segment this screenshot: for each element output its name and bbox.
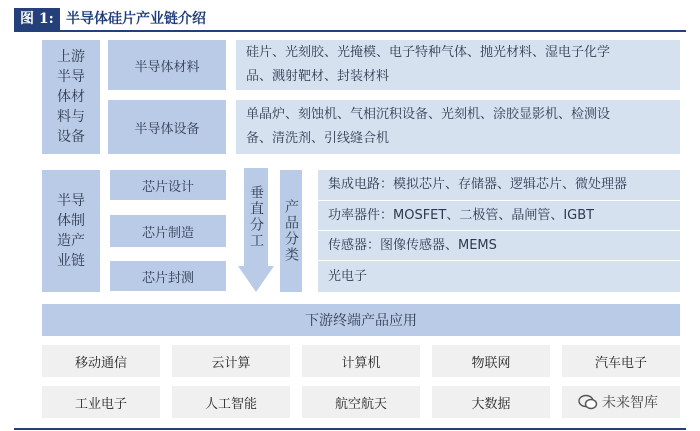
figure-label: 图 1: [14, 8, 60, 30]
midstream-label-line: 体制 [57, 213, 85, 229]
step-chip-packaging-testing: 芯片封测 [110, 261, 226, 291]
upstream-label-line: 设备 [57, 129, 85, 145]
product-integrated-circuits: 集成电路：模拟芯片、存储器、逻辑芯片、微处理器 [318, 170, 680, 200]
app-computer: 计算机 [302, 345, 420, 377]
category-semiconductor-materials: 半导体材料 [108, 40, 226, 90]
equipment-items-line: 备、清洗剂、引线缝合机 [246, 131, 390, 146]
app-big-data: 大数据 [432, 386, 550, 418]
midstream-label-line: 造产 [57, 233, 85, 249]
midstream-label-line: 业链 [57, 253, 85, 269]
upstream-label-line: 体材 [57, 89, 85, 105]
app-cloud-computing: 云计算 [172, 345, 290, 377]
upstream-label [42, 40, 100, 154]
category-semiconductor-equipment: 半导体设备 [108, 100, 226, 154]
product-classification-label: 产品分类 [280, 170, 302, 292]
product-sensors: 传感器：图像传感器、MEMS [318, 231, 680, 260]
app-iot: 物联网 [432, 345, 550, 377]
downstream-banner: 下游终端产品应用 [42, 304, 680, 336]
product-optoelectronics: 光电子 [318, 261, 680, 292]
step-chip-manufacturing: 芯片制造 [110, 215, 226, 247]
watermark-text: 未来智库 [602, 395, 658, 411]
midstream-label [42, 170, 100, 292]
wechat-icon [578, 394, 598, 410]
upstream-label-line: 上游 [57, 49, 85, 65]
midstream-label-line: 半导 [57, 193, 85, 209]
vertical-division-label: 垂直分工 [248, 185, 264, 249]
product-power-devices: 功率器件：MOSFET、二极管、晶闸管、IGBT [318, 201, 680, 230]
materials-items-line: 品、溅射靶材、封装材料 [246, 69, 390, 84]
watermark [578, 390, 682, 414]
footer-rule [14, 428, 686, 430]
header-rule [14, 30, 686, 32]
app-mobile-communication: 移动通信 [42, 345, 160, 377]
app-automotive-electronics: 汽车电子 [562, 345, 680, 377]
upstream-label-line: 料与 [57, 109, 85, 125]
equipment-items-line: 单晶炉、刻蚀机、气相沉积设备、光刻机、涂胶显影机、检测设 [246, 107, 611, 122]
app-artificial-intelligence: 人工智能 [172, 386, 290, 418]
upstream-label-line: 半导 [57, 69, 85, 85]
app-industrial-electronics: 工业电子 [42, 386, 160, 418]
equipment-items [236, 100, 680, 154]
figure-title: 半导体硅片产业链介绍 [66, 11, 206, 27]
materials-items [236, 40, 680, 90]
materials-items-line: 硅片、光刻胶、光掩模、电子特种气体、抛光材料、湿电子化学 [246, 45, 611, 60]
step-chip-design: 芯片设计 [110, 170, 226, 200]
app-aerospace: 航空航天 [302, 386, 420, 418]
